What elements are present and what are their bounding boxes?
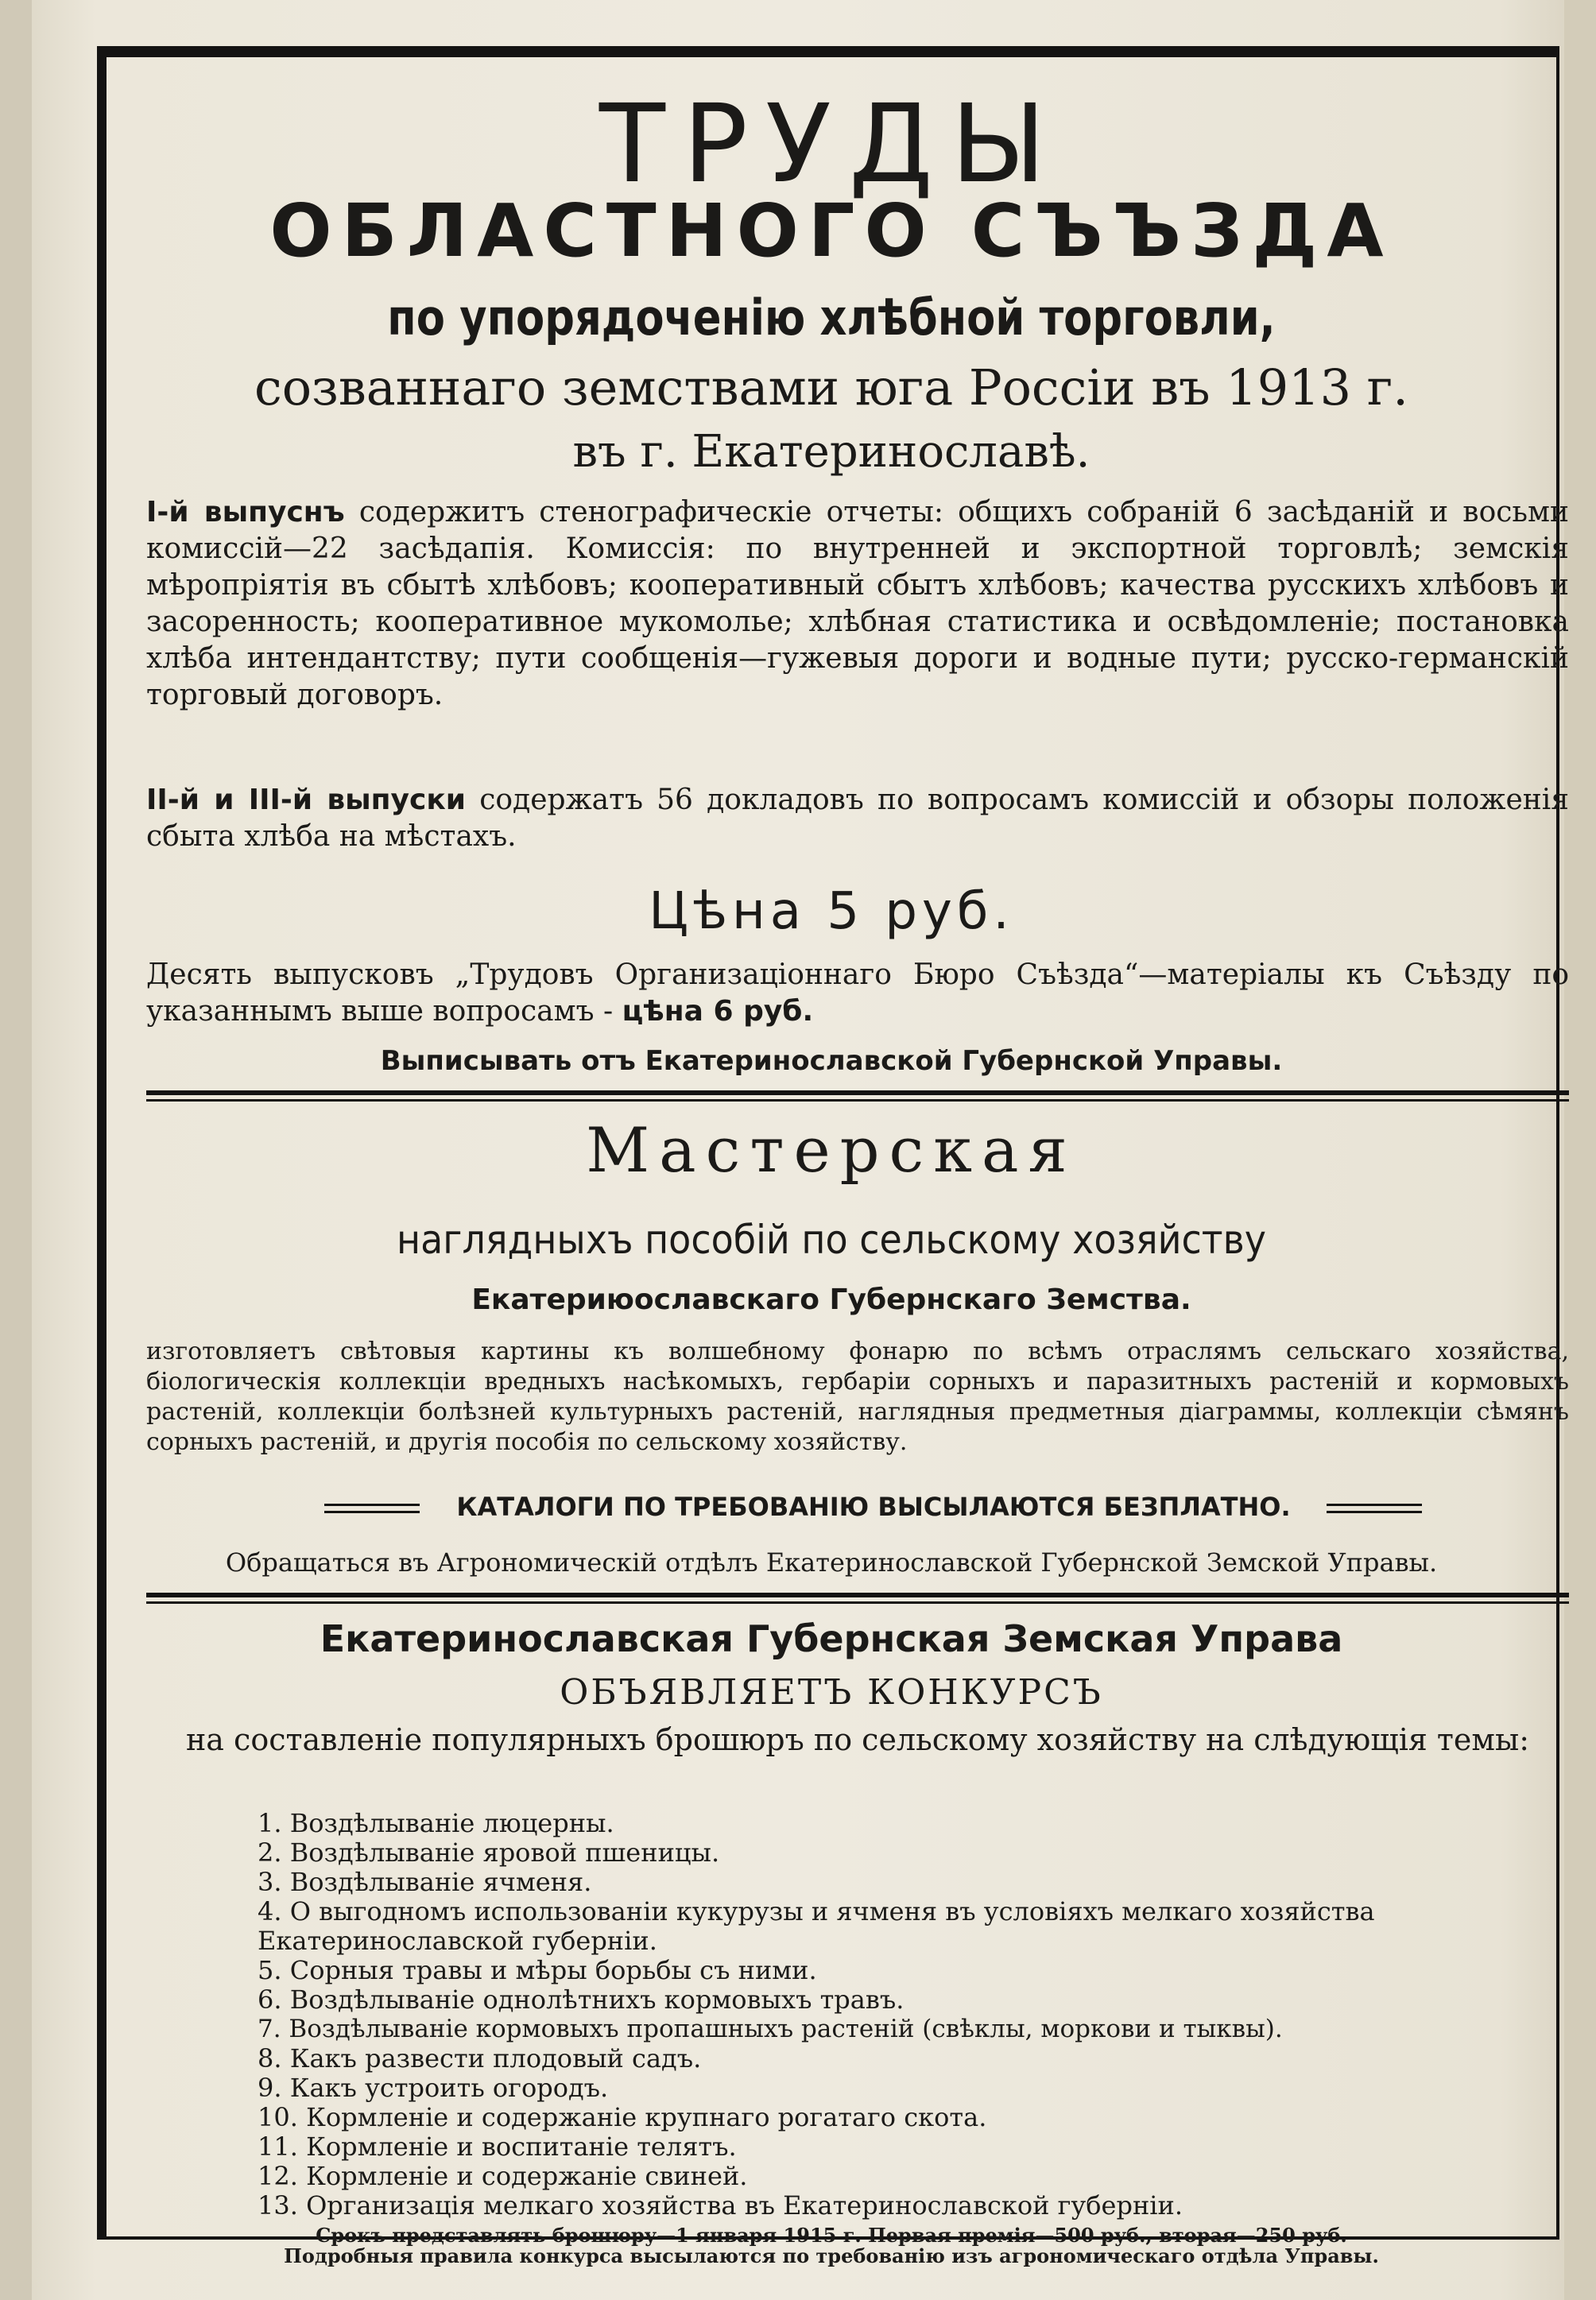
- list-item: 8. Какъ развести плодовый садъ.: [258, 2043, 702, 2073]
- section1-line5: въ г. Екатеринославѣ.: [572, 426, 1090, 478]
- section1-order: Выписывать отъ Екатеринославской Губернской Управы.: [380, 1045, 1283, 1077]
- section2-contact: Обращаться въ Агрономическій отдѣлъ Екатеринославской Губернской Земской Управы.: [225, 1547, 1438, 1578]
- paragraph2-text: содержатъ 56 докладовъ по вопросамъ комиссій и обзоры положенія сбыта хлѣба на мѣстахъ.: [146, 784, 1569, 853]
- section1-price: Цѣна 5 руб.: [649, 882, 1014, 941]
- section3-footer2: Подробныя правила конкурса высылаются по требованію изъ агрономическаго отдѣла Управы.: [284, 2244, 1379, 2267]
- list-item: 11. Кормленіе и воспитаніе телятъ.: [258, 2132, 737, 2162]
- section3-footer1: Срокъ представлять брошюру—1 января 1915 г. Первая премія—500 руб., вторая—250 руб.: [316, 2224, 1347, 2247]
- section1-paragraph1: [146, 494, 1569, 714]
- catalog-text: КАТАЛОГИ ПО ТРЕБОВАНІЮ ВЫСЫЛАЮТСЯ БЕЗПЛАТНО.: [456, 1492, 1291, 1522]
- section2-title: Мастерская: [586, 1115, 1077, 1187]
- section-divider-2: [146, 1593, 1569, 1604]
- paragraph2-lead: II-й и III-й выпуски: [146, 784, 467, 816]
- list-item: 1. Воздѣлываніе люцерны.: [258, 1808, 614, 1838]
- catalog-left-rule: [324, 1504, 420, 1513]
- paragraph3-price: цѣна 6 руб.: [622, 995, 814, 1028]
- list-item: 2. Воздѣлываніе яровой пшеницы.: [258, 1837, 720, 1868]
- section1-line4: созваннаго земствами юга Россіи въ 1913 г.: [254, 358, 1408, 416]
- list-item: 13. Организація мелкаго хозяйства въ Екатеринославской губерніи.: [258, 2190, 1183, 2221]
- advertisement-frame: [97, 46, 1569, 2267]
- section1-subtitle: ОБЛАСТНОГО СЪЪЗДА: [269, 188, 1393, 273]
- list-item: 12. Кормленіе и содержаніе свиней.: [258, 2161, 748, 2191]
- catalog-line: [107, 1488, 1556, 1528]
- paragraph1-lead: I-й выпуснъ: [146, 496, 345, 529]
- list-item: 3. Воздѣлываніе ячменя.: [258, 1867, 592, 1897]
- list-item: 7. Воздѣлываніе кормовыхъ пропашныхъ растеній (свѣклы, моркови и тыквы).: [258, 2015, 1283, 2043]
- section1-title: ТРУДЫ: [598, 82, 1064, 207]
- topics-list: [258, 1809, 1545, 2221]
- paragraph3-text: Десять выпусковъ „Трудовъ Организаціоннаго Бюро Съѣзда“—матеріалы къ Съѣзду по указаннымъ выше вопросамъ -: [146, 958, 1569, 1028]
- list-item: 9. Какъ устроить огородъ.: [258, 2073, 609, 2103]
- section1-paragraph3: [146, 957, 1569, 1030]
- section-divider-1: [146, 1090, 1569, 1102]
- page-edge-shadow: [1564, 0, 1596, 2300]
- section3-intro: на составленіе популярныхъ брошюръ по сельскому хозяйству на слѣдующія темы:: [185, 1722, 1530, 1757]
- catalog-right-rule: [1327, 1504, 1422, 1513]
- section1-paragraph2: [146, 782, 1569, 855]
- section2-line3: Екатериюославскаго Губернскаго Земства.: [471, 1284, 1191, 1316]
- section1-line3: по упорядоченію хлѣбной торговли,: [387, 288, 1276, 347]
- paragraph1-text: содержитъ стенографическіе отчеты: общихъ собраній 6 засѣданій и восьми комиссій—22 засѣдапія. Комиссія: по внутренней и экспортной торговлѣ; земскія мѣропріятія въ сбытѣ хлѣбовъ; кооперативный сбытъ хлѣбовъ; качества русскихъ хлѣбовъ и засоренность; кооперативное мукомолье; хлѣбная статистика и освѣдомленіе; постановка хлѣба интендантству; пути сообщенія—гужевыя дороги и водные пути; русско-германскій торговый договоръ.: [146, 496, 1569, 711]
- list-item: 10. Кормленіе и содержаніе крупнаго рогатаго скота.: [258, 2102, 987, 2132]
- section2-body: изготовляетъ свѣтовыя картины къ волшебному фонарю по всѣмъ отраслямъ сельскаго хозяйства, біологическія коллекціи вредныхъ насѣкомыхъ, гербаріи сорныхъ и паразитныхъ растеній и кормовыхъ растеній, коллекціи болѣзней культурныхъ растеній, наглядныя предметныя діаграммы, коллекціи сѣмянъ сорныхъ растеній, и другія пособія по сельскому хозяйству.: [146, 1338, 1569, 1456]
- section2-subtitle: наглядныхъ пособій по сельскому хозяйству: [397, 1217, 1266, 1263]
- section3-title: Екатеринославская Губернская Земская Управа: [320, 1617, 1343, 1660]
- section3-announce: ОБЪЯВЛЯЕТЪ КОНКУРСЪ: [560, 1672, 1103, 1713]
- list-item: 5. Сорныя травы и мѣры борьбы съ ними.: [258, 1955, 817, 1985]
- list-item: 4. О выгодномъ использованіи кукурузы и ячменя въ условіяхъ мелкаго хозяйства Екатеринославской губерніи.: [258, 1896, 1375, 1956]
- list-item: 6. Воздѣлываніе однолѣтнихъ кормовыхъ травъ.: [258, 1984, 905, 2015]
- page-gutter-shadow: [0, 0, 32, 2300]
